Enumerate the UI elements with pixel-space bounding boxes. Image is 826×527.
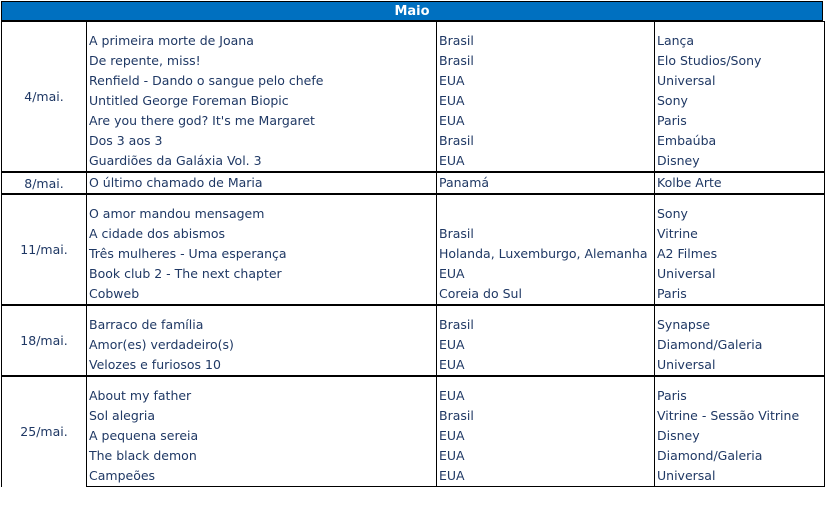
film-title-cell[interactable] xyxy=(87,284,437,305)
distributor-text: Universal xyxy=(657,468,716,483)
country-text: Coreia do Sul xyxy=(439,286,522,301)
film-title-cell[interactable] xyxy=(87,172,437,194)
film-row xyxy=(2,71,825,91)
country-text: Brasil xyxy=(439,408,474,423)
distributor-cell[interactable] xyxy=(655,264,825,284)
empty-cell[interactable] xyxy=(87,194,437,204)
film-row xyxy=(2,151,825,172)
film-title-text: A primeira morte de Joana xyxy=(89,33,254,48)
film-row xyxy=(2,386,825,406)
film-title-cell[interactable] xyxy=(87,31,437,51)
distributor-cell[interactable] xyxy=(655,71,825,91)
film-title-text: A cidade dos abismos xyxy=(89,226,226,241)
film-row xyxy=(2,446,825,466)
distributor-text: Vitrine - Sessão Vitrine xyxy=(657,408,800,423)
country-cell[interactable] xyxy=(437,224,655,244)
empty-cell[interactable] xyxy=(87,376,437,386)
country-cell[interactable] xyxy=(437,355,655,376)
country-cell[interactable] xyxy=(437,244,655,264)
country-cell[interactable] xyxy=(437,386,655,406)
distributor-cell[interactable] xyxy=(655,406,825,426)
distributor-text: Universal xyxy=(657,266,716,281)
empty-cell[interactable] xyxy=(87,22,437,32)
group-spacer-row xyxy=(2,22,825,32)
distributor-text: Disney xyxy=(657,428,700,443)
film-title-text: O último chamado de Maria xyxy=(89,175,263,190)
film-row xyxy=(2,335,825,355)
distributor-cell[interactable] xyxy=(655,91,825,111)
empty-cell[interactable] xyxy=(437,22,655,32)
distributor-cell[interactable] xyxy=(655,172,825,194)
film-title-text: Sol alegria xyxy=(89,408,156,423)
distributor-text: Sony xyxy=(657,206,688,221)
month-header[interactable]: Maio xyxy=(1,1,823,21)
distributor-cell[interactable] xyxy=(655,131,825,151)
empty-cell[interactable] xyxy=(655,305,825,315)
country-text xyxy=(437,204,654,224)
film-title-text: Are you there god? It's me Margaret xyxy=(89,113,315,128)
country-cell[interactable] xyxy=(437,204,655,224)
film-title-cell[interactable] xyxy=(87,91,437,111)
empty-cell[interactable] xyxy=(655,22,825,32)
country-text: EUA xyxy=(439,73,465,88)
distributor-text: Synapse xyxy=(657,317,711,332)
film-row xyxy=(2,315,825,335)
country-text: Brasil xyxy=(439,317,474,332)
country-cell[interactable] xyxy=(437,51,655,71)
distributor-text: Paris xyxy=(657,286,687,301)
film-title-cell[interactable] xyxy=(87,264,437,284)
release-date-cell[interactable]: 8/mai. xyxy=(2,172,87,194)
distributor-text: Paris xyxy=(657,388,687,403)
country-text: EUA xyxy=(439,337,465,352)
film-title-text: Book club 2 - The next chapter xyxy=(89,266,282,281)
film-title-text: A pequena sereia xyxy=(89,428,199,443)
film-title-text: Três mulheres - Uma esperança xyxy=(89,246,287,261)
group-spacer-row xyxy=(2,305,825,315)
film-title-text: Untitled George Foreman Biopic xyxy=(89,93,289,108)
film-title-text: Guardiões da Galáxia Vol. 3 xyxy=(89,153,262,168)
distributor-cell[interactable] xyxy=(655,204,825,224)
country-cell[interactable] xyxy=(437,91,655,111)
distributor-text: Sony xyxy=(657,93,688,108)
distributor-cell[interactable] xyxy=(655,386,825,406)
release-date-cell[interactable]: 11/mai. xyxy=(2,194,87,305)
film-title-text: Barraco de família xyxy=(89,317,204,332)
distributor-text: Vitrine xyxy=(657,226,698,241)
country-text: EUA xyxy=(439,357,465,372)
film-row xyxy=(2,355,825,376)
film-title-cell[interactable] xyxy=(87,151,437,172)
distributor-text: Kolbe Arte xyxy=(657,175,722,190)
film-row xyxy=(2,426,825,446)
release-table xyxy=(1,21,825,487)
distributor-text: Universal xyxy=(657,73,716,88)
distributor-text: Universal xyxy=(657,357,716,372)
country-text: Panamá xyxy=(439,175,490,190)
country-cell[interactable] xyxy=(437,406,655,426)
film-row xyxy=(2,284,825,305)
empty-cell[interactable] xyxy=(87,305,437,315)
film-title-cell[interactable] xyxy=(87,335,437,355)
distributor-cell[interactable] xyxy=(655,315,825,335)
film-row xyxy=(2,466,825,487)
film-title-text: Renfield - Dando o sangue pelo chefe xyxy=(89,73,324,88)
empty-cell[interactable] xyxy=(655,194,825,204)
distributor-cell[interactable] xyxy=(655,466,825,487)
empty-cell[interactable] xyxy=(437,194,655,204)
distributor-cell[interactable] xyxy=(655,355,825,376)
group-spacer-row xyxy=(2,194,825,204)
country-text: Brasil xyxy=(439,226,474,241)
distributor-text: Diamond/Galeria xyxy=(657,448,763,463)
film-title-text: Velozes e furiosos 10 xyxy=(89,357,221,372)
country-cell[interactable] xyxy=(437,172,655,194)
film-row xyxy=(2,111,825,131)
film-title-cell[interactable] xyxy=(87,315,437,335)
film-title-text: Campeões xyxy=(89,468,156,483)
film-title-cell[interactable] xyxy=(87,446,437,466)
distributor-cell[interactable] xyxy=(655,426,825,446)
film-title-cell[interactable] xyxy=(87,355,437,376)
country-cell[interactable] xyxy=(437,466,655,487)
country-text: EUA xyxy=(439,113,465,128)
empty-cell[interactable] xyxy=(437,305,655,315)
group-spacer-row xyxy=(2,376,825,386)
country-text: Brasil xyxy=(439,53,474,68)
release-date-cell[interactable]: 18/mai. xyxy=(2,305,87,376)
country-cell[interactable] xyxy=(437,264,655,284)
country-cell[interactable] xyxy=(437,151,655,172)
film-row xyxy=(2,244,825,264)
country-cell[interactable] xyxy=(437,111,655,131)
distributor-cell[interactable] xyxy=(655,335,825,355)
country-cell[interactable] xyxy=(437,315,655,335)
distributor-text: Paris xyxy=(657,113,687,128)
release-date-cell[interactable]: 4/mai. xyxy=(2,22,87,173)
country-cell[interactable] xyxy=(437,131,655,151)
country-cell[interactable] xyxy=(437,284,655,305)
film-row xyxy=(2,224,825,244)
film-title-cell[interactable] xyxy=(87,466,437,487)
film-title-cell[interactable] xyxy=(87,406,437,426)
country-text: Brasil xyxy=(439,33,474,48)
distributor-text: Elo Studios/Sony xyxy=(657,53,762,68)
distributor-cell[interactable] xyxy=(655,284,825,305)
film-title-cell[interactable] xyxy=(87,51,437,71)
empty-cell[interactable] xyxy=(437,376,655,386)
film-title-text: De repente, miss! xyxy=(89,53,201,68)
film-title-cell[interactable] xyxy=(87,386,437,406)
distributor-text: A2 Filmes xyxy=(657,246,718,261)
distributor-text: Lança xyxy=(657,33,695,48)
film-title-text: O amor mandou mensagem xyxy=(89,206,265,221)
film-row xyxy=(2,131,825,151)
country-text: EUA xyxy=(439,153,465,168)
film-row xyxy=(2,91,825,111)
distributor-text: Embaúba xyxy=(657,133,717,148)
film-title-cell[interactable] xyxy=(87,71,437,91)
distributor-cell[interactable] xyxy=(655,31,825,51)
film-title-cell[interactable] xyxy=(87,426,437,446)
country-text: Brasil xyxy=(439,133,474,148)
film-title-text: Cobweb xyxy=(89,286,140,301)
country-text: EUA xyxy=(439,468,465,483)
film-row xyxy=(2,172,825,194)
distributor-cell[interactable] xyxy=(655,224,825,244)
country-text: EUA xyxy=(439,266,465,281)
country-text: EUA xyxy=(439,448,465,463)
country-cell[interactable] xyxy=(437,335,655,355)
country-cell[interactable] xyxy=(437,31,655,51)
film-title-text: Dos 3 aos 3 xyxy=(89,133,163,148)
country-text: EUA xyxy=(439,93,465,108)
film-title-cell[interactable] xyxy=(87,131,437,151)
film-row xyxy=(2,204,825,224)
distributor-cell[interactable] xyxy=(655,244,825,264)
film-title-cell[interactable] xyxy=(87,204,437,224)
film-title-cell[interactable] xyxy=(87,244,437,264)
film-title-text: Amor(es) verdadeiro(s) xyxy=(89,337,234,352)
country-text: Holanda, Luxemburgo, Alemanha xyxy=(439,246,648,261)
film-row xyxy=(2,406,825,426)
distributor-cell[interactable] xyxy=(655,51,825,71)
film-row xyxy=(2,264,825,284)
film-title-cell[interactable] xyxy=(87,224,437,244)
country-cell[interactable] xyxy=(437,71,655,91)
distributor-cell[interactable] xyxy=(655,111,825,131)
distributor-cell[interactable] xyxy=(655,151,825,172)
distributor-text: Diamond/Galeria xyxy=(657,337,763,352)
film-title-text: About my father xyxy=(89,388,192,403)
distributor-cell[interactable] xyxy=(655,446,825,466)
distributor-text: Disney xyxy=(657,153,700,168)
country-cell[interactable] xyxy=(437,426,655,446)
film-row xyxy=(2,31,825,51)
release-date-cell[interactable]: 25/mai. xyxy=(2,376,87,487)
country-cell[interactable] xyxy=(437,446,655,466)
country-text: EUA xyxy=(439,388,465,403)
empty-cell[interactable] xyxy=(655,376,825,386)
film-title-cell[interactable] xyxy=(87,111,437,131)
film-row xyxy=(2,51,825,71)
country-text: EUA xyxy=(439,428,465,443)
film-title-text: The black demon xyxy=(89,448,197,463)
